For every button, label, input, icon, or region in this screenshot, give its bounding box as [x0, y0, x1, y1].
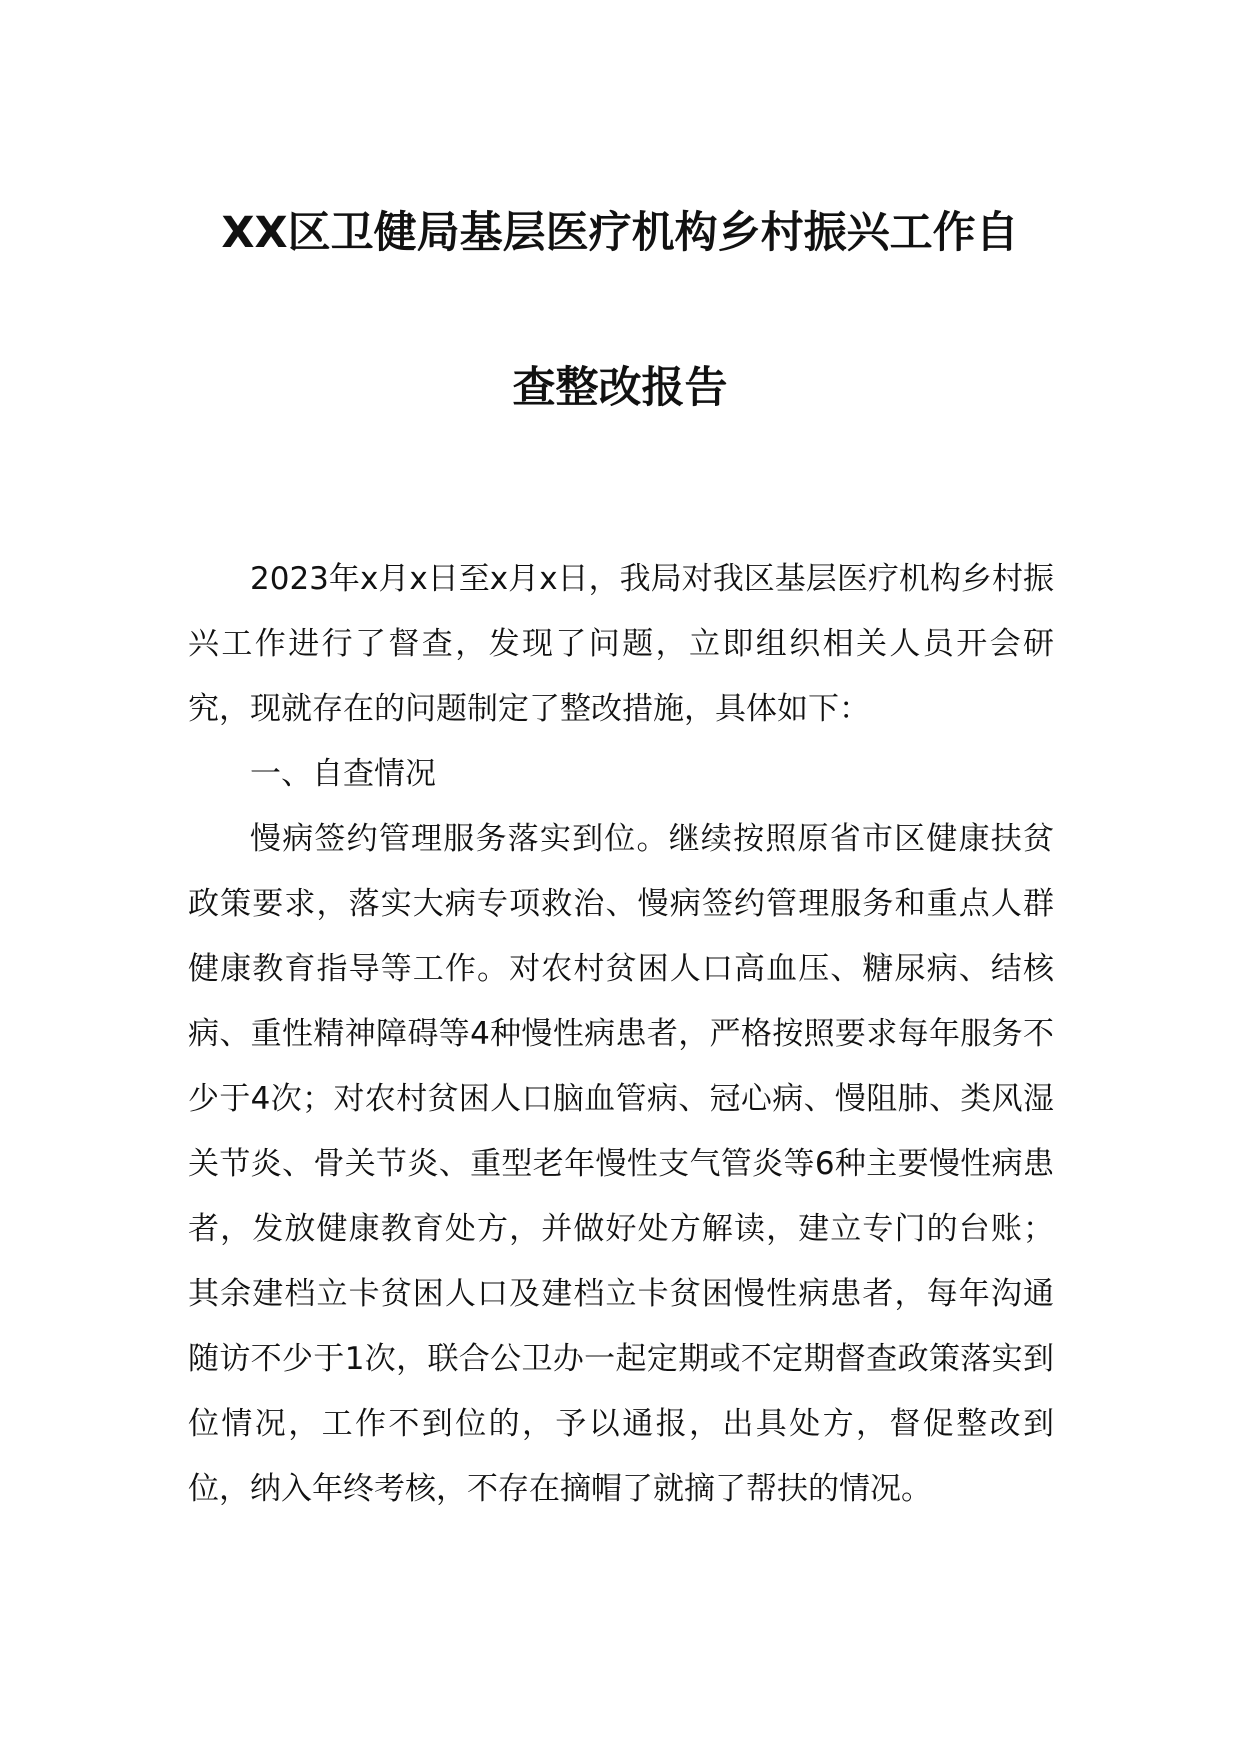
document-body [188, 547, 1054, 1522]
document-title-line-2: 查整改报告 [512, 363, 728, 413]
intro-paragraph: 2023年x月x日至x月x日，我局对我区基层医疗机构乡村振兴工作进行了督查，发现了问题，立即组织相关人员开会研究，现就存在的问题制定了整改措施，具体如下： [188, 561, 1054, 727]
section-heading-self-inspection: 一、自查情况 [250, 756, 436, 792]
chronic-disease-paragraph: 慢病签约管理服务落实到位。继续按照原省市区健康扶贫政策要求，落实大病专项救治、慢病签约管理服务和重点人群健康教育指导等工作。对农村贫困人口高血压、糖尿病、结核病、重性精神障碍等4种慢性病患者，严格按照要求每年服务不少于4次；对农村贫困人口脑血管病、冠心病、慢阻肺、类风湿关节炎、骨关节炎、重型老年慢性支气管炎等6种主要慢性病患者，发放健康教育处方，并做好处方解读，建立专门的台账；其余建档立卡贫困人口及建档立卡贫困慢性病患者，每年沟通随访不少于1次，联合公卫办一起定期或不定期督查政策落实到位情况，工作不到位的，予以通报，出具处方，督促整改到位，纳入年终考核，不存在摘帽了就摘了帮扶的情况。 [188, 821, 1054, 1507]
document-title-line-1: XX区卫健局基层医疗机构乡村振兴工作自 [221, 208, 1019, 258]
